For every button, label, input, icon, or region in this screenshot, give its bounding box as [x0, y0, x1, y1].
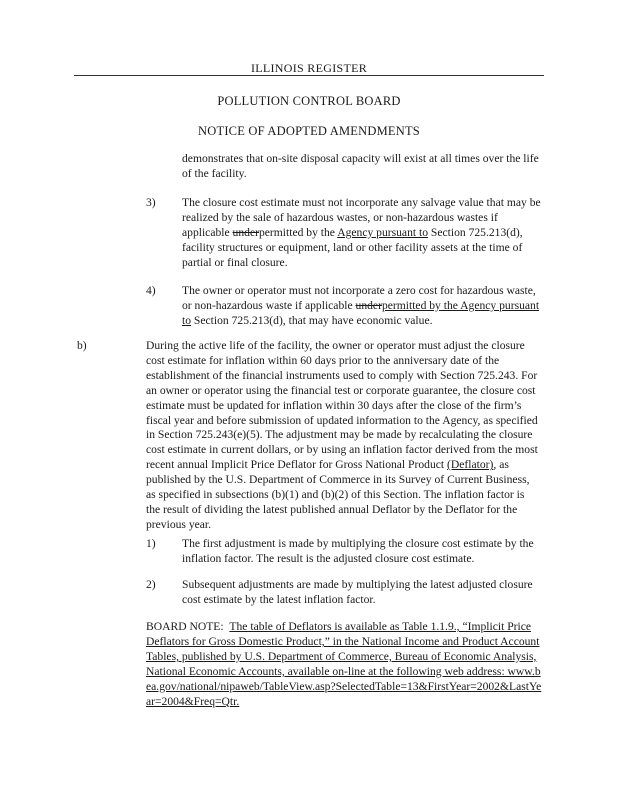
item-3-number: 3) [146, 196, 156, 209]
item-4-paragraph [182, 284, 542, 329]
item-b1-number: 1) [146, 537, 156, 550]
item-3-text-c: Section 725.213(d), facility structures or equipment, land or other facility assets at the time of partial or final closure. [182, 225, 523, 269]
item-3-text-a: The closure cost estimate must not incorporate any salvage value that may be realized by the sale of hazardous wastes, or non-hazardous wastes if applicable [182, 196, 541, 239]
item-3-inserted-text: Agency pursuant to [337, 225, 429, 239]
board-note-label: BOARD NOTE: [146, 620, 224, 633]
item-4-inserted-text: permitted by the Agency pursuant to [182, 298, 540, 327]
item-3-text-b: permitted by the [258, 225, 338, 239]
item-b-text-b: , as published by the U.S. Department of Commerce in its Survey of Current Business, as specified in subsections (b)(1) and (b)(2) of this Section. The inflation factor is the result of dividing the latest published annual Deflator by the Deflator for the previous year. [146, 458, 530, 531]
item-4-text-b: Section 725.213(d), that may have economic value. [191, 313, 433, 327]
item-b2-number: 2) [146, 578, 156, 591]
item-b-number: b) [77, 339, 87, 352]
notice-title: NOTICE OF ADOPTED AMENDMENTS [198, 124, 420, 138]
item-b-inserted-text: (Deflator) [447, 458, 494, 472]
item-3-paragraph [182, 196, 542, 271]
register-title: ILLINOIS REGISTER [250, 61, 368, 75]
board-title: POLLUTION CONTROL BOARD [217, 94, 401, 108]
header-rule [74, 75, 544, 76]
item-4-deleted-text: under [355, 298, 382, 312]
item-4-number: 4) [146, 284, 156, 297]
board-note-text: The table of Deflators is available as Table 1.1.9., “Implicit Price Deflators for Gross Domestic Product,” in the National Income and Product Account Tables, published by U.S. Department of Commerce, Bureau of Economic Analysis, National Economic Accounts, available on-line at the following web address: www.bea.gov/national/nipaweb/TableView.asp?SelectedTable=13&FirstYear=2002&LastYear=2004&Freq=Qtr. [146, 620, 542, 708]
item-b-text-a: During the active life of the facility, the owner or operator must adjust the closure cost estimate for inflation within 60 days prior to the anniversary date of the establishment of the financial instruments used to comply with Section 725.243. For an owner or operator using the financial test or corporate guarantee, the closure cost estimate must be updated for inflation within 30 days after the close of the firm’s fiscal year and before submission of updated information to the Agency, as specified in Section 725.243(e)(5). The adjustment may be made by recalculating the closure cost estimate in current dollars, or by using an inflation factor derived from the most recent annual Implicit Price Deflator for Gross National Product [146, 339, 538, 472]
item-4-text-a: The owner or operator must not incorporate a zero cost for hazardous waste, or non-hazardous waste if applicable [182, 284, 536, 312]
board-note [146, 620, 542, 709]
continuation-paragraph: demonstrates that on-site disposal capacity will exist at all times over the life of the facility. [182, 152, 539, 180]
item-b2-paragraph: Subsequent adjustments are made by multiplying the latest adjusted closure cost estimate by the latest inflation factor. [182, 578, 533, 606]
item-b-paragraph [146, 339, 541, 533]
item-b1-paragraph: The first adjustment is made by multiplying the closure cost estimate by the inflation factor. The result is the adjusted closure cost estimate. [182, 537, 534, 565]
item-3-deleted-text: under [232, 225, 259, 239]
